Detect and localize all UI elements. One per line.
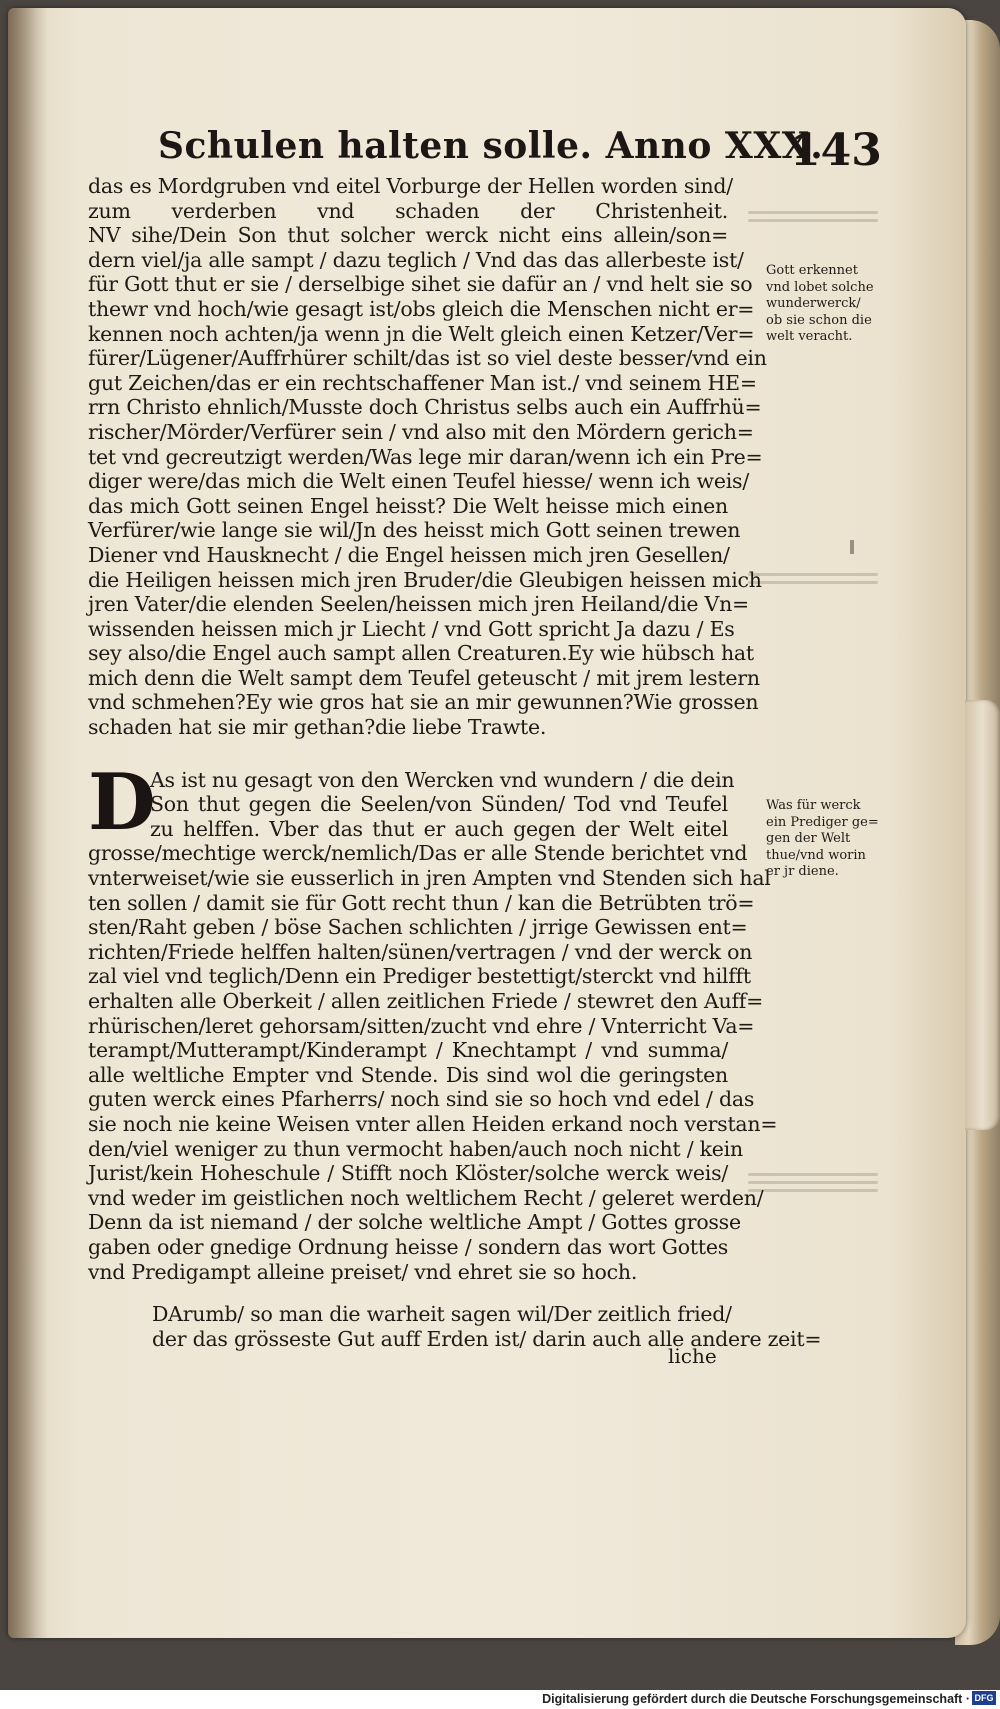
catchword: liche xyxy=(668,1344,717,1368)
text-line: wissenden heissen mich jr Liecht / vnd Gott spricht Ja dazu / Es xyxy=(88,616,735,641)
text-line: richten/Friede helffen halten/sünen/vertragen / vnd der werck on xyxy=(88,939,753,964)
marginal-note-2 xyxy=(766,798,886,881)
running-head: Schulen halten solle. Anno XXX. xyxy=(158,125,824,167)
text-line: kennen noch achten/ja wenn jn die Welt gleich einen Ketzer/Ver= xyxy=(88,321,755,346)
text-line: rischer/Mörder/Verfürer sein / vnd also mit den Mördern gerich= xyxy=(88,419,754,444)
text-line: Diener vnd Hausknecht / die Engel heissen mich jren Gesellen/ xyxy=(88,542,730,567)
text-line: das es Mordgruben vnd eitel Vorburge der Hellen worden sind/ xyxy=(88,174,733,198)
text-line: den/viel weniger zu thun vermocht haben/auch noch nicht / kein xyxy=(88,1136,743,1161)
marginal-note-1 xyxy=(766,263,886,346)
footer-credit: Digitalisierung gefördert durch die Deutsche Forschungsgemeinschaft · xyxy=(542,1692,970,1706)
text-line: das mich Gott seinen Engel heisst? Die Welt heisse mich einen xyxy=(88,493,728,518)
page-tab-flap xyxy=(965,700,1000,1130)
text-line: As ist nu gesagt von den Wercken vnd wundern / die dein xyxy=(150,767,735,792)
text-line: rrn Christo ehnlich/Musste doch Christus selbs auch ein Auffrhü= xyxy=(88,395,762,420)
gutter-shadow xyxy=(8,8,48,1638)
text-line: vnterweiset/wie sie eusserlich in jren Ampten vnd Stenden sich hal xyxy=(88,866,771,891)
bleed-through xyxy=(748,568,878,594)
text-line: mich denn die Welt sampt dem Teufel geteuscht / mit jrem lestern xyxy=(88,665,760,690)
text-line: vnd weder im geistlichen noch weltlichem Recht / geleret werden/ xyxy=(88,1185,764,1210)
text-line: fürer/Lügener/Auffrhürer schilt/das ist so viel deste besser/vnd ein xyxy=(88,346,767,371)
text-line: vnd Predigampt alleine preiset/ vnd ehret sie so hoch. xyxy=(88,1259,638,1284)
marginal-note-line: Gott erkennet xyxy=(766,263,858,278)
marginal-note-line: wunderwerck/ xyxy=(766,296,861,311)
text-line: zu helffen. Vber das thut er auch gegen der Welt eitel xyxy=(150,816,728,841)
marginal-note-line: ob sie schon die xyxy=(766,312,872,328)
text-line: Denn da ist niemand / der solche weltliche Ampt / Gottes grosse xyxy=(88,1210,741,1235)
text-line: guten werck eines Pfarherrs/ noch sind sie so hoch vnd edel / das xyxy=(88,1087,755,1112)
marginal-note-line: gen der Welt xyxy=(766,831,851,846)
text-line: Son thut gegen die Seelen/von Sünden/ Tod vnd Teufel xyxy=(150,792,728,817)
text-line: DArumb/ so man die warheit sagen wil/Der zeitlich fried/ xyxy=(152,1302,732,1327)
dfg-logo: DFG xyxy=(972,1691,996,1705)
marginal-note-line: welt veracht. xyxy=(766,329,853,344)
ink-fleck xyxy=(850,540,854,554)
text-line: Jurist/kein Hoheschule / Stifft noch Klöster/solche werck weis/ xyxy=(88,1161,728,1186)
marginal-note-line: er jr diene. xyxy=(766,864,839,879)
marginal-note-line: vnd lobet solche xyxy=(766,279,874,295)
text-line: die Heiligen heissen mich jren Bruder/die Gleubigen heissen mich xyxy=(88,567,762,592)
text-line: der das grösseste Gut auff Erden ist/ darin auch alle andere zeit= xyxy=(152,1326,822,1351)
text-line: rhürischen/leret gehorsam/sitten/zucht vnd ehre / Vnterricht Va= xyxy=(88,1013,755,1038)
text-line: terampt/Mutterampt/Kinderampt / Knechtampt / vnd summa/ xyxy=(88,1038,728,1063)
text-line: sten/Raht geben / böse Sachen schlichten / jrrige Gewissen ent= xyxy=(88,915,748,940)
bleed-through xyxy=(748,206,878,232)
text-line: sie noch nie keine Weisen vnter allen Heiden erkand noch verstan= xyxy=(88,1111,778,1136)
marginal-note-line: Was für werck xyxy=(766,798,861,813)
bleed-through xyxy=(748,1168,878,1194)
text-line: jren Vater/die elenden Seelen/heissen mich jren Heiland/die Vn= xyxy=(88,592,749,617)
text-line: vnd schmehen?Ey wie gros hat sie an mir gewunnen?Wie grossen xyxy=(88,690,759,715)
text-line: grosse/mechtige werck/nemlich/Das er alle Stende berichtet vnd xyxy=(88,841,748,866)
text-line: NV sihe/Dein Son thut solcher werck nicht eins allein/son= xyxy=(88,223,728,248)
text-line: schaden hat sie mir gethan?die liebe Trawte. xyxy=(88,715,547,740)
book-page xyxy=(8,8,966,1638)
text-line: Verfürer/wie lange sie wil/Jn des heisst mich Gott seinen trewen xyxy=(88,518,741,543)
text-line: zum verderben vnd schaden der Christenheit. xyxy=(88,198,728,223)
text-line: tet vnd gecreutzigt werden/Was lege mir daran/wenn ich ein Pre= xyxy=(88,444,763,469)
marginal-note-line: ein Prediger ge= xyxy=(766,814,879,830)
text-line: für Gott thut er sie / derselbige sihet sie dafür an / vnd helt sie so xyxy=(88,272,753,297)
text-line: diger were/das mich die Welt einen Teufel hiesse/ wenn ich weis/ xyxy=(88,469,749,494)
text-line: gaben oder gnedige Ordnung heisse / sondern das wort Gottes xyxy=(88,1234,728,1259)
marginal-note-line: thue/vnd worin xyxy=(766,847,866,863)
drop-cap: D xyxy=(88,756,156,848)
text-line: gut Zeichen/das er ein rechtschaffener Man ist./ vnd seinem HE= xyxy=(88,370,757,395)
paragraph-1 xyxy=(88,174,767,740)
paragraph-3 xyxy=(88,1302,822,1351)
text-line: zal viel vnd teglich/Denn ein Prediger bestettigt/sterckt vnd hilfft xyxy=(88,964,751,989)
text-line: ten sollen / damit sie für Gott recht thun / kan die Betrübten trö= xyxy=(88,890,755,915)
page-number: 143 xyxy=(790,125,882,176)
text-line: erhalten alle Oberkeit / allen zeitlichen Friede / stewret den Auff= xyxy=(88,989,764,1013)
paragraph-2 xyxy=(88,756,778,1284)
text-line: dern viel/ja alle sampt / dazu teglich / Vnd das das allerbeste ist/ xyxy=(88,247,744,272)
text-line: alle weltliche Empter vnd Stende. Dis sind wol die geringsten xyxy=(88,1062,728,1087)
text-line: thewr vnd hoch/wie gesagt ist/obs gleich die Menschen nicht er= xyxy=(88,296,755,321)
text-line: sey also/die Engel auch sampt allen Creaturen.Ey wie hübsch hat xyxy=(88,641,754,666)
